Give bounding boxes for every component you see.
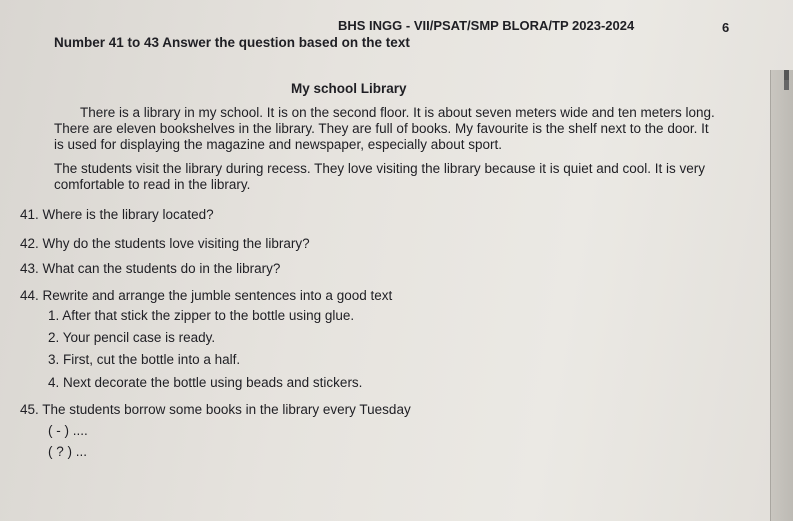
paper-edge bbox=[770, 70, 793, 521]
jumbled-sentence: 2. Your pencil case is ready. bbox=[48, 330, 216, 345]
question-45: 45. The students borrow some books in the library every Tuesday bbox=[20, 402, 411, 417]
question-44: 44. Rewrite and arrange the jumble sentences into a good text bbox=[20, 288, 393, 303]
exam-header: BHS INGG - VII/PSAT/SMP BLORA/TP 2023-2024 bbox=[338, 18, 635, 33]
passage-line: comfortable to read in the library. bbox=[54, 177, 251, 192]
negative-form-line: ( - ) .... bbox=[48, 423, 88, 438]
section-instruction: Number 41 to 43 Answer the question based on the text bbox=[54, 35, 410, 50]
question-43: 43. What can the students do in the library? bbox=[20, 261, 281, 276]
question-42: 42. Why do the students love visiting the library? bbox=[20, 236, 310, 251]
passage-line: The students visit the library during recess. They love visiting the library because it is quiet and cool. It is very bbox=[54, 161, 706, 176]
passage-line: is used for displaying the magazine and newspaper, especially about sport. bbox=[54, 137, 503, 152]
question-41: 41. Where is the library located? bbox=[20, 207, 214, 222]
jumbled-sentence: 3. First, cut the bottle into a half. bbox=[48, 352, 241, 367]
page-number: 6 bbox=[722, 20, 730, 35]
paper-edge-mark bbox=[784, 80, 789, 90]
passage-line: There are eleven bookshelves in the library. They are full of books. My favourite is the shelf next to the door. It bbox=[54, 121, 709, 136]
jumbled-sentence: 1. After that stick the zipper to the bottle using glue. bbox=[48, 308, 355, 323]
passage-title: My school Library bbox=[291, 81, 407, 96]
interrogative-form-line: ( ? ) ... bbox=[48, 444, 88, 459]
passage-line: There is a library in my school. It is on the second floor. It is about seven meters wide and ten meters long. bbox=[80, 105, 715, 120]
jumbled-sentence: 4. Next decorate the bottle using beads and stickers. bbox=[48, 375, 363, 390]
